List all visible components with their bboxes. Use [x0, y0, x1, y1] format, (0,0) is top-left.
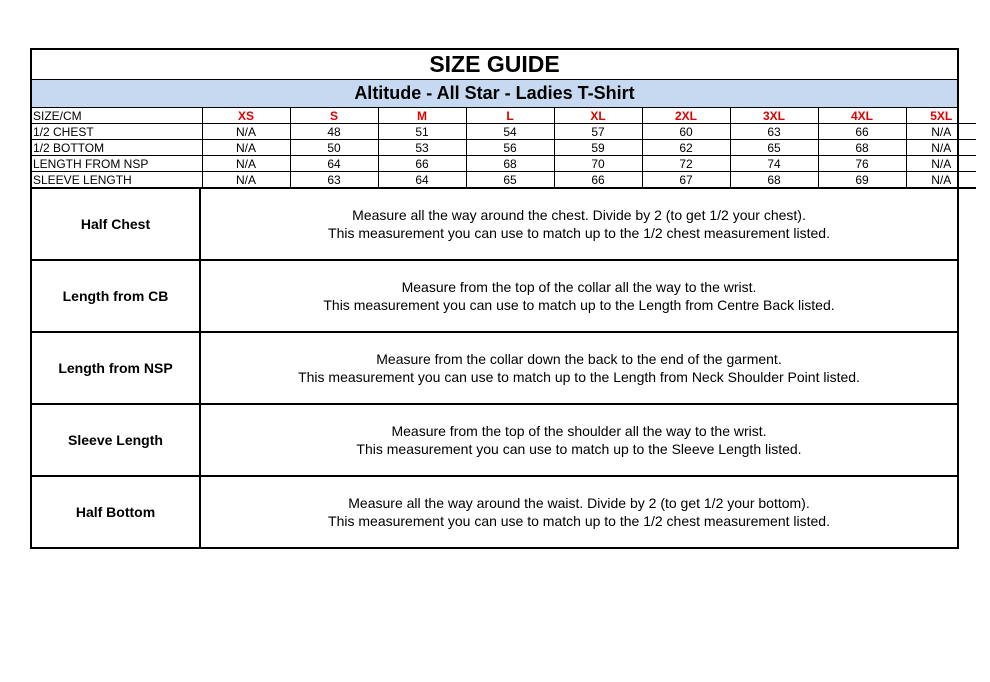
- table-cell: 51: [378, 124, 466, 140]
- measurement-name: Sleeve Length: [32, 405, 201, 475]
- row-label: SLEEVE LENGTH: [32, 172, 202, 189]
- instruction-line-2: This measurement you can use to match up to the Length from Neck Shoulder Point listed.: [298, 369, 860, 385]
- instruction-line-2: This measurement you can use to match up to the Length from Centre Back listed.: [323, 297, 835, 313]
- size-header-cell: L: [466, 108, 554, 124]
- measurement-instructions: [201, 189, 957, 259]
- size-header-cell: 3XL: [730, 108, 818, 124]
- size-header-row: [32, 108, 976, 124]
- instruction-line-1: Measure from the top of the collar all the way to the wrist.: [401, 279, 757, 295]
- instruction-line-1: Measure from the top of the shoulder all the way to the wrist.: [391, 423, 767, 439]
- table-cell: 62: [642, 140, 730, 156]
- row-label: 1/2 CHEST: [32, 124, 202, 140]
- table-cell: 63: [730, 124, 818, 140]
- measurement-name: Half Bottom: [32, 477, 201, 547]
- table-cell: 53: [378, 140, 466, 156]
- measurement-row: [32, 477, 957, 549]
- table-cell: N/A: [906, 172, 976, 189]
- table-cell: 70: [554, 156, 642, 172]
- instruction-line-1: Measure all the way around the waist. Divide by 2 (to get 1/2 your bottom).: [348, 495, 810, 511]
- measurement-row: [32, 261, 957, 333]
- table-cell: 64: [290, 156, 378, 172]
- instruction-line-2: This measurement you can use to match up to the 1/2 chest measurement listed.: [328, 513, 830, 529]
- table-cell: 74: [730, 156, 818, 172]
- table-cell: 66: [378, 156, 466, 172]
- table-row: [32, 140, 976, 156]
- row-label: LENGTH FROM NSP: [32, 156, 202, 172]
- measurement-name: Length from CB: [32, 261, 201, 331]
- instruction-line-1: Measure all the way around the chest. Divide by 2 (to get 1/2 your chest).: [352, 207, 806, 223]
- size-guide: [30, 48, 959, 549]
- measurement-descriptions: [32, 189, 957, 549]
- measurement-instructions: [201, 477, 957, 547]
- table-cell: N/A: [906, 156, 976, 172]
- table-cell: 66: [818, 124, 906, 140]
- table-cell: 67: [642, 172, 730, 189]
- table-cell: 50: [290, 140, 378, 156]
- table-cell: N/A: [202, 124, 290, 140]
- table-cell: 68: [730, 172, 818, 189]
- table-cell: 56: [466, 140, 554, 156]
- table-row: [32, 156, 976, 172]
- size-header-cell: M: [378, 108, 466, 124]
- instruction-line-2: This measurement you can use to match up to the 1/2 chest measurement listed.: [328, 225, 830, 241]
- size-header-cell: S: [290, 108, 378, 124]
- row-label: 1/2 BOTTOM: [32, 140, 202, 156]
- table-cell: 63: [290, 172, 378, 189]
- table-cell: 65: [466, 172, 554, 189]
- table-cell: N/A: [202, 156, 290, 172]
- table-row: [32, 124, 976, 140]
- table-cell: 69: [818, 172, 906, 189]
- table-cell: N/A: [906, 140, 976, 156]
- table-row: [32, 172, 976, 189]
- product-subtitle: Altitude - All Star - Ladies T-Shirt: [32, 80, 957, 108]
- instruction-line-1: Measure from the collar down the back to the end of the garment.: [376, 351, 782, 367]
- size-table: [32, 108, 976, 189]
- size-header-label: SIZE/CM: [32, 108, 202, 124]
- table-cell: 54: [466, 124, 554, 140]
- table-cell: 72: [642, 156, 730, 172]
- measurement-row: [32, 333, 957, 405]
- table-cell: 48: [290, 124, 378, 140]
- table-cell: 68: [466, 156, 554, 172]
- measurement-row: [32, 189, 957, 261]
- size-header-cell: XS: [202, 108, 290, 124]
- table-cell: N/A: [906, 124, 976, 140]
- size-header-cell: 4XL: [818, 108, 906, 124]
- measurement-row: [32, 405, 957, 477]
- size-header-cell: 2XL: [642, 108, 730, 124]
- measurement-instructions: [201, 333, 957, 403]
- size-header-cell: 5XL: [906, 108, 976, 124]
- measurement-instructions: [201, 261, 957, 331]
- table-cell: 65: [730, 140, 818, 156]
- measurement-instructions: [201, 405, 957, 475]
- table-cell: 68: [818, 140, 906, 156]
- measurement-name: Half Chest: [32, 189, 201, 259]
- instruction-line-2: This measurement you can use to match up to the Sleeve Length listed.: [356, 441, 802, 457]
- table-cell: 64: [378, 172, 466, 189]
- table-cell: 60: [642, 124, 730, 140]
- table-cell: 66: [554, 172, 642, 189]
- size-header-cell: XL: [554, 108, 642, 124]
- measurement-name: Length from NSP: [32, 333, 201, 403]
- table-cell: 59: [554, 140, 642, 156]
- table-cell: N/A: [202, 172, 290, 189]
- table-cell: 57: [554, 124, 642, 140]
- table-cell: 76: [818, 156, 906, 172]
- table-cell: N/A: [202, 140, 290, 156]
- page-title: SIZE GUIDE: [32, 50, 957, 80]
